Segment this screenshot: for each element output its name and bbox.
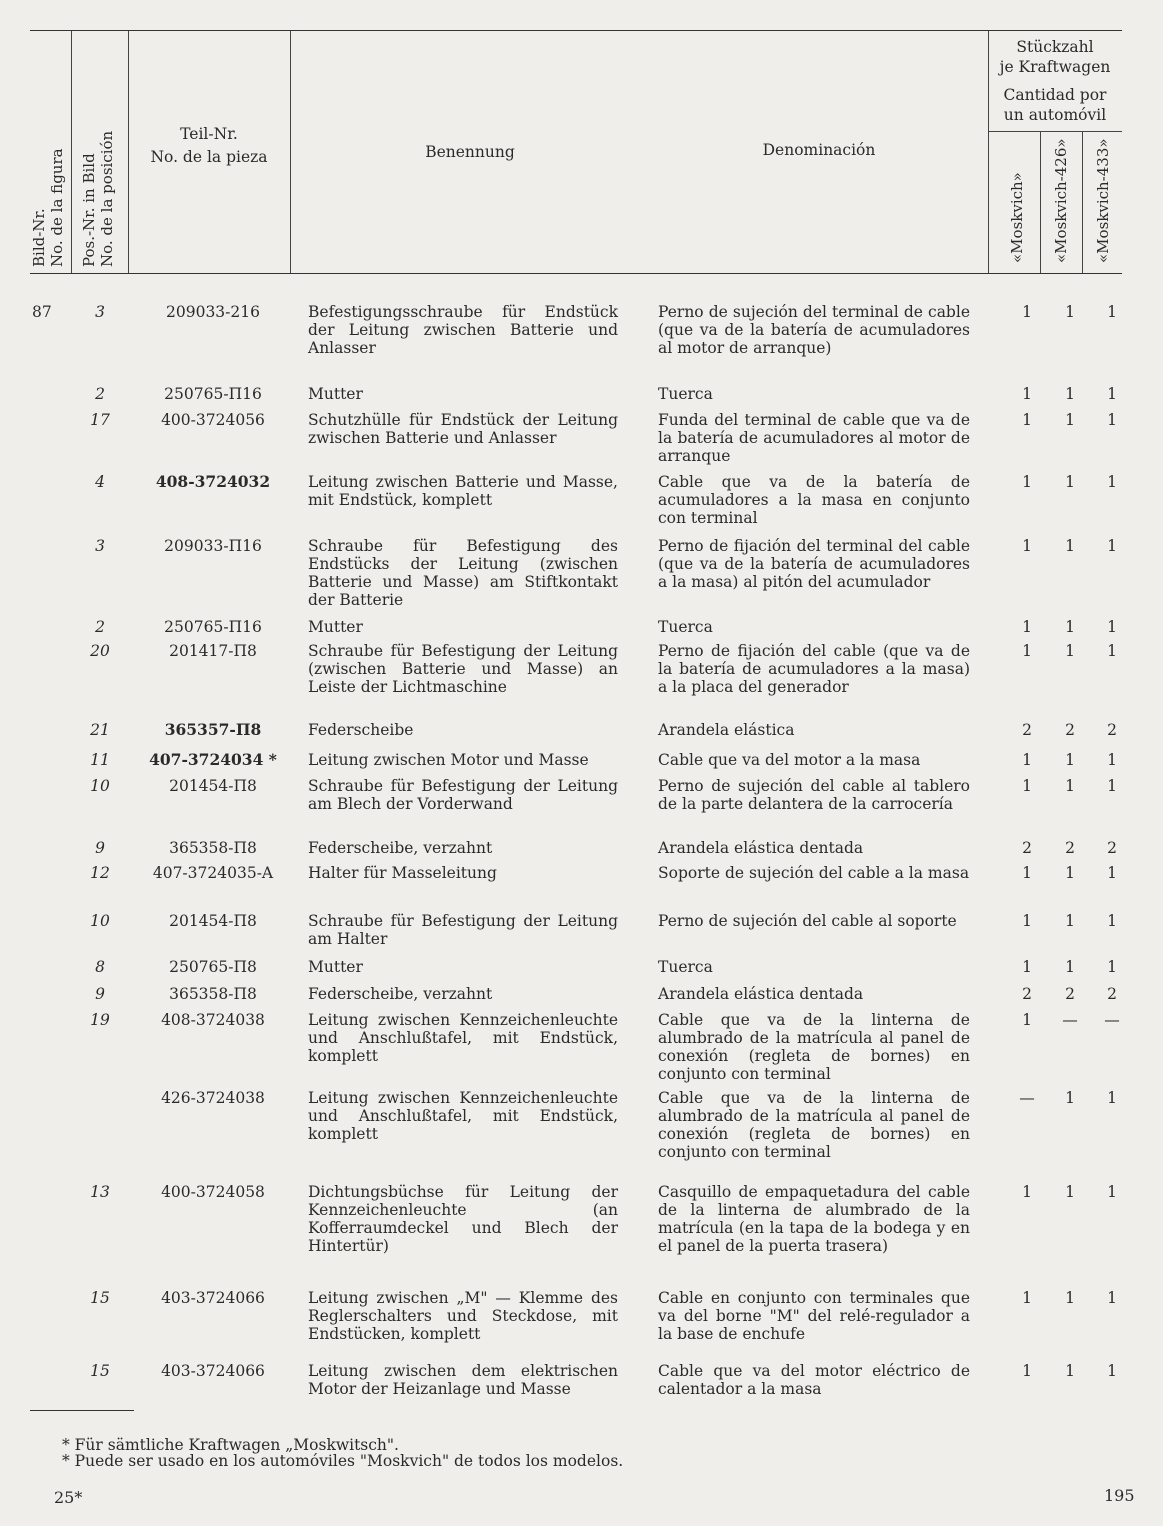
row-benennung: Schraube für Befestigung der Leitung am Halter — [308, 912, 618, 948]
row-qty-426: 1 — [1065, 385, 1075, 403]
footnote-de: * Für sämtliche Kraftwagen „Moskwitsch". — [62, 1436, 399, 1454]
row-qty-426: 2 — [1065, 839, 1075, 857]
row-qty-moskvich: 1 — [1022, 473, 1032, 491]
row-qty-moskvich: 1 — [1022, 751, 1032, 769]
row-pos-number: 2 — [95, 385, 105, 403]
row-qty-moskvich: 1 — [1022, 303, 1032, 321]
header-fig-number: Bild-Nr. No. de la figura — [30, 148, 66, 267]
row-qty-433: 1 — [1107, 912, 1117, 930]
header-qty-es: Cantidad por un automóvil — [1003, 86, 1107, 124]
row-qty-433: 1 — [1107, 411, 1117, 429]
row-part-number: 408-3724032 — [155, 472, 271, 491]
header-model-moskvich: «Moskvich» — [1008, 172, 1026, 263]
row-denominacion: Perno de sujeción del cable al soporte — [658, 912, 957, 930]
row-qty-433: 2 — [1107, 721, 1117, 739]
row-qty-426: 1 — [1065, 618, 1075, 636]
row-qty-moskvich: 1 — [1022, 864, 1032, 882]
row-benennung: Dichtungsbüchse für Leitung der Kennzeichenleuchte (an Kofferraumdeckel und Blech der Hintertür) — [308, 1183, 618, 1255]
row-qty-433: 2 — [1107, 839, 1117, 857]
row-denominacion: Arandela elástica — [658, 721, 795, 739]
row-qty-moskvich: 1 — [1022, 385, 1032, 403]
row-denominacion: Arandela elástica dentada — [658, 839, 864, 857]
row-part-number: 403-3724066 — [161, 1362, 265, 1380]
row-part-number: 365358-П8 — [169, 985, 257, 1003]
row-qty-433: 1 — [1107, 642, 1117, 660]
row-qty-moskvich: 1 — [1022, 537, 1032, 555]
row-pos-number: 12 — [90, 864, 110, 882]
row-qty-433: 1 — [1107, 473, 1117, 491]
row-qty-433: 1 — [1107, 1183, 1117, 1201]
row-qty-moskvich: 1 — [1022, 618, 1032, 636]
header-qty-de: Stückzahl je Kraftwagen — [999, 38, 1111, 76]
row-qty-moskvich: 1 — [1022, 1289, 1032, 1307]
row-pos-number: 4 — [95, 473, 105, 491]
header-model-433: «Moskvich-433» — [1094, 138, 1112, 263]
header-benennung: Benennung — [425, 143, 515, 161]
row-qty-moskvich: 1 — [1022, 411, 1032, 429]
row-qty-426: 1 — [1065, 751, 1075, 769]
row-qty-433: 1 — [1107, 618, 1117, 636]
row-qty-426: 1 — [1065, 303, 1075, 321]
row-qty-433: 1 — [1107, 303, 1117, 321]
row-qty-426: 1 — [1065, 1289, 1075, 1307]
row-part-number: 365358-П8 — [169, 839, 257, 857]
row-qty-426: 1 — [1065, 537, 1075, 555]
row-qty-433: 1 — [1107, 864, 1117, 882]
row-qty-433: 1 — [1107, 1289, 1117, 1307]
row-qty-moskvich: 1 — [1022, 912, 1032, 930]
row-pos-number: 3 — [95, 537, 105, 555]
row-benennung: Leitung zwischen „M" — Klemme des Reglerschalters und Steckdose, mit Endstücken, komplett — [308, 1289, 618, 1343]
row-qty-426: 1 — [1065, 958, 1075, 976]
row-qty-426: 1 — [1065, 411, 1075, 429]
row-denominacion: Perno de fijación del terminal del cable (que va de la batería de acumuladores a la masa) al pitón del acumulador — [658, 537, 970, 591]
row-qty-moskvich: 2 — [1022, 721, 1032, 739]
row-denominacion: Tuerca — [658, 385, 713, 403]
row-qty-433: — — [1104, 1011, 1120, 1029]
row-qty-426: 2 — [1065, 985, 1075, 1003]
page-number: 195 — [1104, 1486, 1135, 1505]
row-benennung: Leitung zwischen Motor und Masse — [308, 751, 589, 769]
row-pos-number: 15 — [90, 1362, 110, 1380]
row-pos-number: 11 — [90, 751, 110, 769]
row-qty-426: 2 — [1065, 721, 1075, 739]
row-pos-number: 15 — [90, 1289, 110, 1307]
row-part-number: 408-3724038 — [161, 1011, 265, 1029]
row-benennung: Mutter — [308, 385, 363, 403]
row-benennung: Befestigungsschraube für Endstück der Leitung zwischen Batterie und Anlasser — [308, 303, 618, 357]
row-benennung: Schraube für Befestigung des Endstücks der Leitung (zwischen Batterie und Masse) am Stiftkontakt der Batterie — [308, 537, 618, 609]
row-part-number: 250765-П8 — [169, 958, 257, 976]
row-qty-426: 1 — [1065, 642, 1075, 660]
row-benennung: Schraube für Befestigung der Leitung (zwischen Batterie und Masse) an Leiste der Lichtmaschine — [308, 642, 618, 696]
row-pos-number: 20 — [90, 642, 110, 660]
row-denominacion: Cable que va de la linterna de alumbrado de la matrícula al panel de conexión (regleta de bornes) en conjunto con terminal — [658, 1011, 970, 1083]
row-benennung: Federscheibe, verzahnt — [308, 839, 493, 857]
row-denominacion: Funda del terminal de cable que va de la batería de acumuladores al motor de arranque — [658, 411, 970, 465]
header-denominacion: Denominación — [762, 141, 876, 159]
row-pos-number: 13 — [90, 1183, 110, 1201]
row-pos-number: 10 — [90, 912, 110, 930]
row-part-number: 209033-П16 — [164, 537, 262, 555]
row-denominacion: Perno de sujeción del cable al tablero de la parte delantera de la carrocería — [658, 777, 970, 813]
printer-signature: 25* — [54, 1488, 83, 1507]
row-qty-426: 1 — [1065, 1089, 1075, 1107]
row-qty-433: 2 — [1107, 985, 1117, 1003]
row-denominacion: Casquillo de empaquetadura del cable de la linterna de alumbrado de la matrícula (en la tapa de la bodega y en el panel de la puerta trasera) — [658, 1183, 970, 1255]
row-qty-426: 1 — [1065, 473, 1075, 491]
row-qty-moskvich: — — [1019, 1089, 1035, 1107]
row-part-number: 201454-П8 — [169, 912, 257, 930]
row-benennung: Federscheibe — [308, 721, 414, 739]
row-part-number: 250765-П16 — [164, 385, 262, 403]
row-qty-433: 1 — [1107, 537, 1117, 555]
row-pos-number: 19 — [90, 1011, 110, 1029]
row-qty-moskvich: 2 — [1022, 985, 1032, 1003]
header-model-426: «Moskvich-426» — [1052, 138, 1070, 263]
row-qty-moskvich: 1 — [1022, 958, 1032, 976]
footnote-es: * Puede ser usado en los automóviles "Moskvich" de todos los modelos. — [62, 1452, 624, 1470]
row-part-number: 400-3724058 — [161, 1183, 265, 1201]
row-qty-426: — — [1062, 1011, 1078, 1029]
row-denominacion: Tuerca — [658, 618, 713, 636]
row-part-number: 400-3724056 — [161, 411, 265, 429]
row-benennung: Mutter — [308, 958, 363, 976]
row-denominacion: Perno de sujeción del terminal de cable (que va de la batería de acumuladores al motor de arranque) — [658, 303, 970, 357]
row-denominacion: Cable que va de la linterna de alumbrado de la matrícula al panel de conexión (regleta de bornes) en conjunto con terminal — [658, 1089, 970, 1161]
row-benennung: Schutzhülle für Endstück der Leitung zwischen Batterie und Anlasser — [308, 411, 618, 447]
row-part-number: 365357-П8 — [164, 720, 262, 739]
row-qty-426: 1 — [1065, 1183, 1075, 1201]
row-benennung: Schraube für Befestigung der Leitung am Blech der Vorderwand — [308, 777, 618, 813]
row-denominacion: Cable en conjunto con terminales que va del borne "M" del relé-regulador a la base de enchufe — [658, 1289, 970, 1343]
row-benennung: Leitung zwischen Kennzeichenleuchte und Anschlußtafel, mit Endstück, komplett — [308, 1011, 618, 1065]
row-denominacion: Arandela elástica dentada — [658, 985, 864, 1003]
row-pos-number: 21 — [90, 721, 110, 739]
row-benennung: Mutter — [308, 618, 363, 636]
row-qty-moskvich: 1 — [1022, 777, 1032, 795]
row-pos-number: 17 — [90, 411, 110, 429]
row-denominacion: Cable que va del motor eléctrico de calentador a la masa — [658, 1362, 970, 1398]
row-denominacion: Cable que va de la batería de acumuladores a la masa en conjunto con terminal — [658, 473, 970, 527]
row-part-number: 407-3724035-A — [152, 864, 274, 882]
row-qty-426: 1 — [1065, 777, 1075, 795]
header-pos-number: Pos.-Nr. in Bild No. de la posición — [80, 130, 116, 267]
row-pos-number: 2 — [95, 618, 105, 636]
row-part-number: 201454-П8 — [169, 777, 257, 795]
row-pos-number: 3 — [95, 303, 105, 321]
row-part-number: 201417-П8 — [169, 642, 257, 660]
row-qty-moskvich: 1 — [1022, 642, 1032, 660]
row-qty-moskvich: 1 — [1022, 1183, 1032, 1201]
table-header — [30, 30, 1122, 274]
row-qty-moskvich: 1 — [1022, 1362, 1032, 1380]
row-denominacion: Cable que va del motor a la masa — [658, 751, 921, 769]
row-pos-number: 10 — [90, 777, 110, 795]
row-qty-433: 1 — [1107, 958, 1117, 976]
row-benennung: Leitung zwischen Kennzeichenleuchte und Anschlußtafel, mit Endstück, komplett — [308, 1089, 618, 1143]
row-benennung: Halter für Masseleitung — [308, 864, 497, 882]
row-qty-433: 1 — [1107, 385, 1117, 403]
row-qty-433: 1 — [1107, 751, 1117, 769]
row-part-number: 403-3724066 — [161, 1289, 265, 1307]
row-fig-number: 87 — [32, 303, 52, 321]
header-part-number: Teil-Nr. No. de la pieza — [150, 125, 268, 166]
row-part-number: 426-3724038 — [161, 1089, 265, 1107]
row-part-number: 250765-П16 — [164, 618, 262, 636]
row-qty-433: 1 — [1107, 1089, 1117, 1107]
row-denominacion: Soporte de sujeción del cable a la masa — [658, 864, 970, 882]
row-denominacion: Perno de fijación del cable (que va de la batería de acumuladores a la masa) a la placa del generador — [658, 642, 970, 696]
row-benennung: Leitung zwischen dem elektrischen Motor der Heizanlage und Masse — [308, 1362, 618, 1398]
footnote-divider — [30, 1410, 134, 1411]
row-part-number: 209033-216 — [166, 303, 260, 321]
row-pos-number: 9 — [95, 839, 105, 857]
row-qty-moskvich: 2 — [1022, 839, 1032, 857]
row-part-number: 407-3724034 * — [149, 750, 277, 769]
row-qty-426: 1 — [1065, 864, 1075, 882]
row-qty-426: 1 — [1065, 912, 1075, 930]
row-benennung: Federscheibe, verzahnt — [308, 985, 493, 1003]
row-qty-moskvich: 1 — [1022, 1011, 1032, 1029]
row-qty-426: 1 — [1065, 1362, 1075, 1380]
row-pos-number: 8 — [95, 958, 105, 976]
row-qty-433: 1 — [1107, 777, 1117, 795]
row-denominacion: Tuerca — [658, 958, 713, 976]
row-qty-433: 1 — [1107, 1362, 1117, 1380]
row-benennung: Leitung zwischen Batterie und Masse, mit Endstück, komplett — [308, 473, 618, 509]
row-pos-number: 9 — [95, 985, 105, 1003]
